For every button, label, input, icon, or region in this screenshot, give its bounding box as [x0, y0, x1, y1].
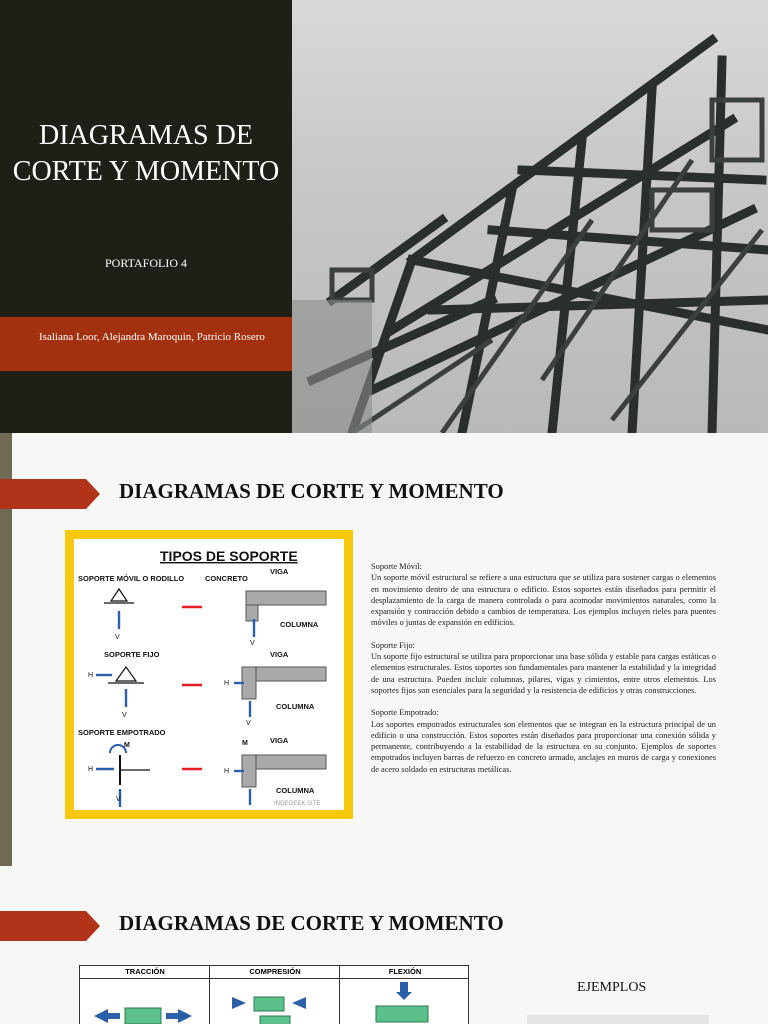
figure-title: TIPOS DE SOPORTE: [160, 548, 298, 564]
label-viga-1: VIGA: [270, 567, 289, 576]
beam-1: [246, 591, 326, 605]
section-movil-title: Soporte Móvil:: [371, 562, 422, 571]
forces-table: [79, 965, 469, 1024]
slide-heading: DIAGRAMAS DE CORTE Y MOMENTO: [119, 479, 504, 503]
column-2: [242, 667, 256, 699]
compression-arrow-left: [232, 997, 246, 1009]
label-v-2b: V: [246, 720, 251, 727]
section-fijo-title: Soporte Fijo:: [371, 640, 415, 650]
label-columna-1: COLUMNA: [280, 620, 319, 629]
bending-block: [376, 1006, 428, 1022]
tension-arrow-right-shaft: [166, 1013, 180, 1019]
heading-arrow-tab: [0, 479, 100, 509]
compression-arrow-right: [292, 997, 306, 1009]
label-m-1: M: [124, 742, 130, 749]
roller-support-symbol: [111, 589, 127, 601]
header-flexion: FLEXIÓN: [388, 967, 422, 976]
header-compresion: COMPRESIÓN: [249, 967, 301, 976]
label-v-2: V: [122, 712, 127, 719]
tension-block: [125, 1008, 161, 1024]
compression-block-2: [260, 1016, 290, 1024]
label-m-2: M: [242, 740, 248, 747]
fixed-support-symbol: [116, 667, 136, 681]
section-movil-body: Un soporte móvil estructural se refiere a una estructura que se utiliza para sostener cargas o elementos en movimiento dentro de una estructura o edificio. Estos soportes están diseñados para permitir el desplazamiento de la carga de manera controlada o para acomodar movimientos naturales, como la expansión y contracción debido a cambios de temperatura. Los ejemplos incluyen rieles para puentes móviles o juntas de expansión en edificios.: [371, 573, 716, 628]
steel-frame-illustration: [292, 0, 768, 433]
label-h-2: H: [224, 680, 230, 687]
forces-slide: [0, 866, 768, 1024]
column-1: [246, 605, 258, 621]
authors-text: Isaliana Loor, Alejandra Maroquin, Patricio Rosero: [39, 331, 265, 343]
tension-arrow-left: [94, 1009, 108, 1023]
bending-arrow-shaft: [400, 982, 408, 992]
slide-heading-2: DIAGRAMAS DE CORTE Y MOMENTO: [119, 911, 504, 935]
label-h-4: H: [224, 768, 230, 775]
presentation-title: DIAGRAMAS DE CORTE Y MOMENTO: [12, 120, 280, 187]
portfolio-label: PORTAFOLIO 4: [105, 256, 187, 270]
support-types-diagram: [74, 539, 344, 810]
compression-block-1: [254, 997, 284, 1011]
label-columna-3: COLUMNA: [276, 786, 315, 795]
label-h-1: H: [88, 672, 94, 679]
label-v-3: V: [116, 796, 121, 803]
label-v-1b: V: [250, 640, 255, 647]
title-slide: [0, 0, 768, 433]
supports-slide: [0, 433, 768, 866]
examples-label: EJEMPLOS: [577, 980, 647, 995]
steel-structure-photo: [292, 0, 768, 433]
supports-description: [371, 561, 716, 786]
label-columna-2: COLUMNA: [276, 702, 315, 711]
title-panel: [0, 0, 292, 433]
section-fijo-body: Un soporte fijo estructural se utiliza para proporcionar una base sólida y estable para cargas estáticas o elementos estructurales. Estos soportes son fundamentales para mantener la estabilidad y la integridad de una estructura. Pueden incluir columnas, pilares, vigas y cimientos, entre otros elementos. Los soportes fijos son esenciales para la seguridad y la resistencia de edificios y otras construcciones.: [371, 652, 716, 695]
label-soporte-fijo: SOPORTE FIJO: [104, 650, 160, 659]
tension-arrow-left-shaft: [106, 1013, 120, 1019]
label-viga-3: VIGA: [270, 736, 289, 745]
forces-illustrations: [80, 966, 470, 1024]
bending-arrow-down: [396, 992, 412, 1000]
label-soporte-empotrado: SOPORTE EMPOTRADO: [78, 728, 166, 737]
moment-arrow-1: [110, 745, 126, 753]
header-traccion: TRACCIÓN: [125, 967, 165, 976]
section-movil: [371, 561, 716, 629]
label-concreto: CONCRETO: [205, 574, 248, 583]
column-3: [242, 755, 256, 787]
section-empotrado-title: Soporte Empotrado:: [371, 708, 439, 718]
support-types-figure: [65, 530, 353, 819]
label-h-3: H: [88, 766, 94, 773]
label-v-1: V: [115, 634, 120, 641]
label-viga-2: VIGA: [270, 650, 289, 659]
heading-arrow-tab-2: [0, 911, 100, 941]
section-fijo: [371, 640, 716, 696]
section-empotrado: [371, 707, 716, 775]
section-empotrado-body: Los soportes empotrados estructurales son elementos que se integran en la estructura principal de un edificio o una construcción. Estos soportes están diseñados para proporcionar una conexión sólida y permanente, contribuyendo a la estabilidad de la estructura en su conjunto. Ejemplos de soportes empotrados incluyen barras de refuerzo en concreto armado, anclajes en muros de carga y conexiones de acero soldado en estructuras metálicas.: [371, 719, 716, 774]
watermark-text: INGEGEEK.SITE: [274, 801, 321, 807]
label-soporte-movil: SOPORTE MÓVIL O RODILLO: [78, 574, 185, 583]
tension-arrow-right: [178, 1009, 192, 1023]
examples-image: [527, 1015, 709, 1024]
